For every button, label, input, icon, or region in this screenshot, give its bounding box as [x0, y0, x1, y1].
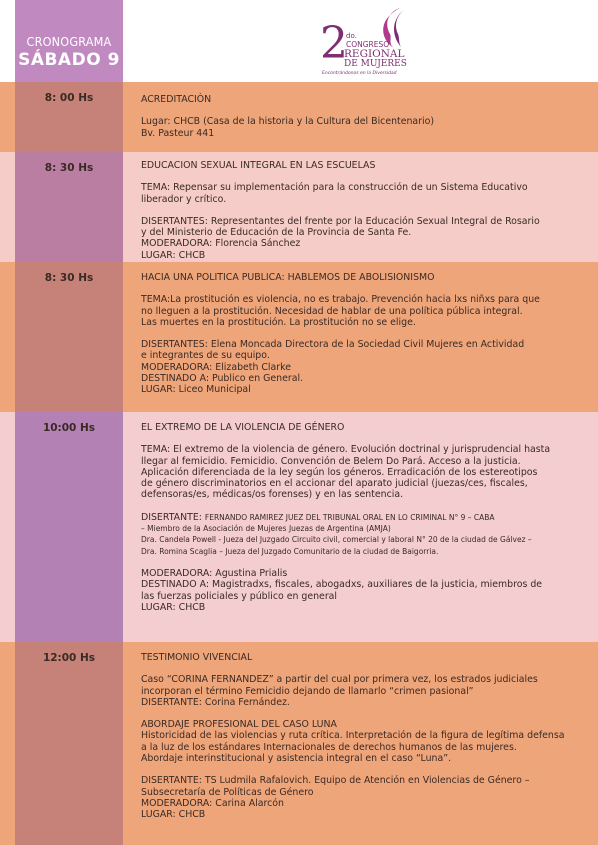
detail-line: DESTINADO A: Publico en General.: [141, 373, 304, 385]
detail-line: DISERTANTES: Elena Moncada Directora de la Sociedad Civil Mujeres en Actividad: [141, 339, 525, 351]
logo-tagline: Encontrándonos en la Diversidad: [322, 71, 397, 76]
time-column: [15, 412, 123, 642]
section-content: [141, 272, 581, 396]
tema-line: llegar al femicidio. Femicidio. Convención de Belem Do Pará. Acceso a la justicia.: [141, 455, 521, 467]
schedule-section: [0, 412, 598, 642]
tema-line: no lleguen a la prostitución. Necesidad de hablar de una política pública integral.: [141, 305, 523, 317]
disertante-detail: Dra. Candela Powell - Jueza del Juzgado Circuito civil, comercial y laboral N° 20 de la ciudad de Gálvez –: [141, 535, 532, 545]
detail-line: Subsecretaría de Políticas de Género: [141, 786, 314, 798]
disertante-line: [141, 512, 581, 523]
schedule-label: CRONOGRAMA: [26, 34, 112, 49]
section-content: [141, 652, 581, 821]
detail-line: DESTINADO A: Magistradxs, fiscales, abogadxs, auxiliares de la justicia, miembros de: [141, 579, 543, 591]
tema-line: de género discriminatorios en el accionar del aparato judicial (juezas/ces, fiscales,: [141, 478, 528, 490]
time-label: 8: 00 Hs: [44, 92, 94, 104]
detail-line: MODERADORA: Florencia Sánchez: [141, 238, 301, 250]
detail-line: e integrantes de su equipo.: [141, 350, 270, 362]
schedule-section: [0, 262, 598, 412]
day-label: SÁBADO 9: [18, 50, 120, 70]
detail-line: Lugar: CHCB (Casa de la historia y la Cultura del Bicentenario): [141, 116, 435, 128]
schedule-section: [0, 82, 598, 152]
logo-line-1: CONGRESO: [346, 40, 390, 49]
tema-line: incorporan el término Femicidio dejando de llamarlo “crimen pasional”: [141, 685, 474, 697]
tema-line: TEMA: Repensar su implementación para la construcción de un Sistema Educativo: [141, 182, 528, 194]
section-content: [141, 94, 581, 139]
detail-line: Bv. Pasteur 441: [141, 127, 215, 139]
section-title: TESTIMONIO VIVENCIAL: [141, 652, 253, 663]
disertante-detail: – Miembro de la Asociación de Mujeres Juezas de Argentina (AMJA): [141, 524, 391, 534]
tema-line: TEMA: El extremo de la violencia de género. Evolución doctrinal y jurisprudencial hasta: [141, 444, 551, 456]
disertante-label: DISERTANTE:: [141, 511, 205, 523]
detail-line: LUGAR: CHCB: [141, 601, 206, 613]
tema-line: Las muertes en la prostitución. La prostitución no se elige.: [141, 316, 416, 328]
title-block: [15, 0, 123, 82]
section-content: [141, 422, 581, 613]
logo-line-2: REGIONAL: [344, 48, 405, 60]
logo-line-3: DE MUJERES: [344, 59, 407, 69]
time-label: 8: 30 Hs: [44, 162, 94, 174]
detail-line: LUGAR: CHCB: [141, 809, 206, 821]
logo-number: 2: [320, 18, 348, 69]
detail-line: MODERADORA: Elizabeth Clarke: [141, 361, 292, 373]
detail-line: MODERADORA: Carina Alarcón: [141, 797, 284, 809]
tema-line: DISERTANTE: Corina Fernández.: [141, 696, 290, 708]
detail-line: LUGAR: CHCB: [141, 249, 206, 261]
subsection-title: ABORDAJE PROFESIONAL DEL CASO LUNA: [141, 719, 337, 731]
tema-line: Aplicación diferenciada de la ley según los géneros. Erradicación de los estereotipos: [141, 466, 538, 478]
section-content: [141, 160, 581, 261]
congress-logo: [312, 6, 422, 78]
section-title: HACIA UNA POLITICA PUBLICA: HABLEMOS DE ABOLISIONISMO: [141, 272, 435, 283]
section-title: ACREDITACIÒN: [141, 94, 212, 105]
subsection-line: a la luz de los estándares Internacionales de derechos humanos de las mujeres.: [141, 741, 517, 753]
time-label: 10:00 Hs: [42, 422, 96, 434]
subsection-line: Abordaje interinstitucional y asistencia integral en el caso “Luna”.: [141, 753, 452, 765]
tema-line: defensoras/es, médicas/os forenses) y en las sentencia.: [141, 489, 404, 501]
detail-line: DISERTANTES: Representantes del frente por la Educación Sexual Integral de Rosario: [141, 215, 540, 227]
schedule-section: [0, 642, 598, 845]
detail-line: y del Ministerio de Educación de la Provincia de Santa Fe.: [141, 227, 412, 239]
section-title: EDUCACION SEXUAL INTEGRAL EN LAS ESCUELAS: [141, 160, 376, 171]
time-label: 12:00 Hs: [42, 652, 96, 664]
detail-line: DISERTANTE: TS Ludmila Rafalovich. Equipo de Atención en Violencias de Género –: [141, 775, 530, 787]
tema-line: TEMA:La prostitución es violencia, no es trabajo. Prevención hacia lxs niñxs para que: [141, 294, 540, 306]
tema-line: Caso “CORINA FERNANDEZ” a partir del cual por primera vez, los estrados judiciales: [141, 674, 538, 686]
header: [0, 0, 598, 82]
detail-line: MODERADORA: Agustina Prialis: [141, 567, 288, 579]
logo-superscript: do.: [346, 32, 357, 40]
time-column: [15, 642, 123, 845]
schedule-section: [0, 152, 598, 262]
subsection-line: Historicidad de las violencias y ruta crítica. Interpretación de la figura de legítima defensa: [141, 730, 565, 742]
detail-line: las fuerzas policiales y público en general: [141, 590, 338, 602]
disertante-name: FERNANDO RAMIREZ JUEZ DEL TRIBUNAL ORAL EN LO CRIMINAL N° 9 – CABA: [204, 512, 495, 522]
section-title: EL EXTREMO DE LA VIOLENCIA DE GÉNERO: [141, 422, 345, 433]
time-column: [15, 262, 123, 412]
detail-line: LUGAR: Liceo Municipal: [141, 384, 251, 396]
tema-line: liberador y crítico.: [141, 193, 227, 205]
disertante-detail: Dra. Romina Scaglia – Jueza del Juzgado Comunitario de la ciudad de Baigorria.: [141, 546, 439, 556]
time-label: 8: 30 Hs: [44, 272, 94, 284]
